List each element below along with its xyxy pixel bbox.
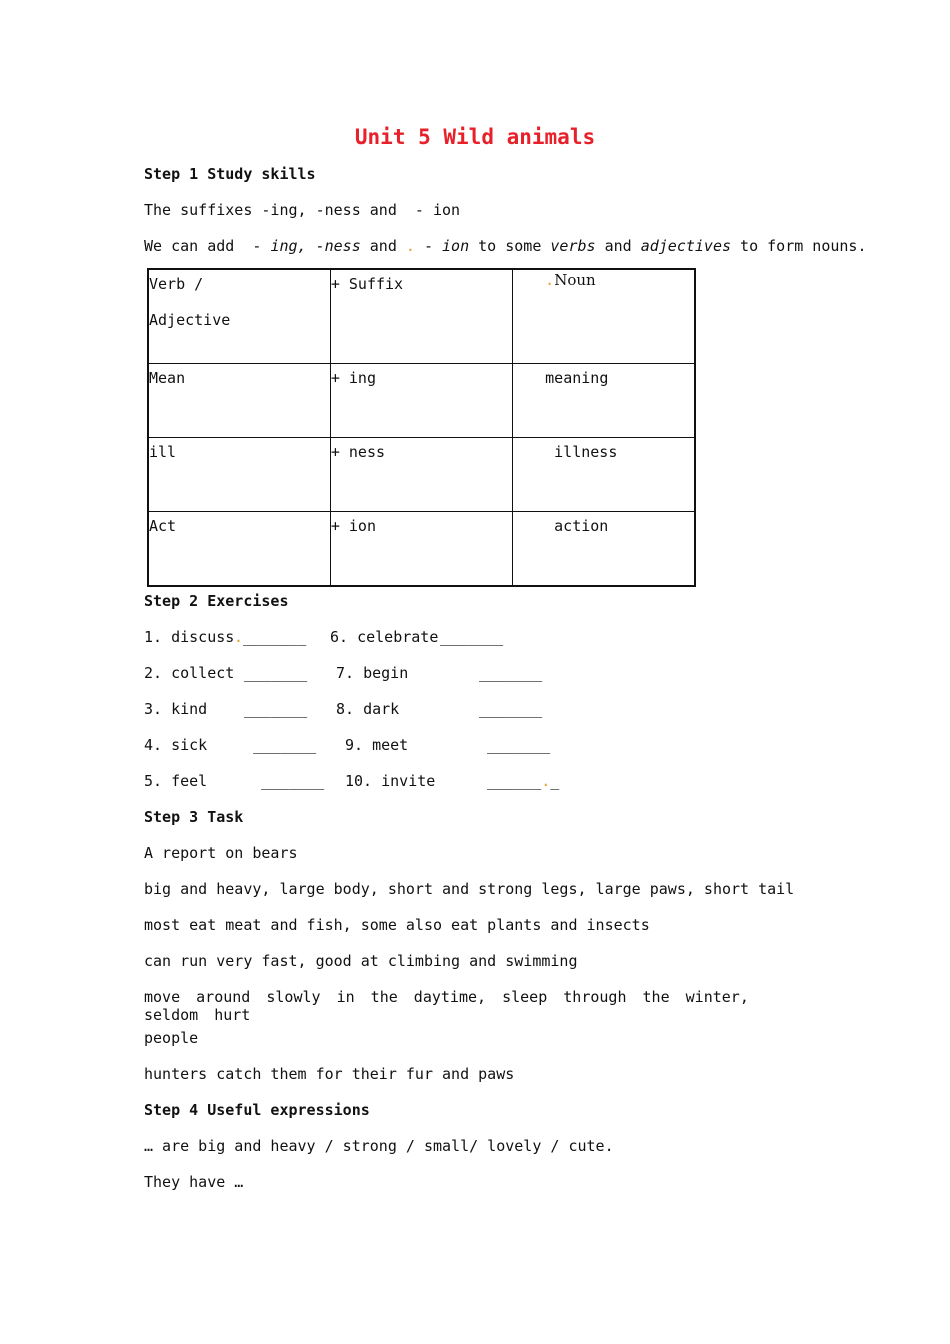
- base-cell: [148, 363, 330, 437]
- header-cell-verb: [148, 269, 330, 363]
- suffix-text: + ness: [330, 443, 386, 462]
- noun-cell: [513, 363, 695, 437]
- task-line: A report on bears: [144, 844, 298, 862]
- task-line: people: [144, 1029, 199, 1047]
- rule-text: and: [360, 237, 406, 255]
- step1-rule-line: [144, 237, 867, 255]
- base-word: Mean: [149, 368, 186, 387]
- exercise-blank[interactable]: _______: [440, 628, 504, 646]
- suffix-cell: [330, 438, 512, 512]
- expression-line: They have …: [144, 1173, 244, 1191]
- exercise-blank[interactable]: _______: [479, 664, 543, 682]
- exercise-item: 6. celebrate: [330, 628, 439, 646]
- blank-line-end: _: [550, 772, 560, 790]
- table-row: [148, 363, 695, 437]
- task-line: hunters catch them for their fur and paws: [144, 1065, 515, 1083]
- rule-text: -: [414, 237, 443, 255]
- exercise-item: 1. discuss: [144, 628, 235, 646]
- marker-dot: .: [234, 628, 244, 646]
- base-cell: [148, 438, 330, 512]
- blank-line: _______: [243, 628, 307, 646]
- base-cell: [148, 512, 330, 586]
- header-verb-label: Verb /: [149, 275, 204, 293]
- step4-heading: Step 4 Useful expressions: [144, 1101, 370, 1119]
- exercise-item: 4. sick: [144, 736, 208, 754]
- exercise-blank[interactable]: _______: [244, 664, 308, 682]
- rule-suffix-italic: ing, -ness: [270, 237, 361, 255]
- step1-heading: Step 1 Study skills: [144, 165, 316, 183]
- rule-text: and: [595, 237, 641, 255]
- suffix-text: + ion: [330, 517, 376, 536]
- exercise-item: 5. feel: [144, 772, 208, 790]
- suffix-cell: [330, 512, 512, 586]
- header-adjective-label: Adjective: [149, 311, 231, 329]
- marker-dot: .: [405, 237, 415, 255]
- noun-cell: [513, 512, 695, 586]
- exercise-item: 2. collect: [144, 664, 235, 682]
- noun-cell: [513, 438, 695, 512]
- exercise-blank[interactable]: _______: [261, 772, 325, 790]
- task-line: big and heavy, large body, short and strong legs, large paws, short tail: [144, 880, 795, 898]
- header-cell-suffix: [330, 269, 512, 363]
- table-row: [148, 512, 695, 586]
- step2-heading: Step 2 Exercises: [144, 592, 289, 610]
- marker-dot: .: [545, 271, 555, 289]
- exercise-blank[interactable]: _______: [244, 700, 308, 718]
- exercise-blank[interactable]: [234, 628, 306, 646]
- header-cell-noun: [513, 269, 695, 363]
- rule-text: to some: [469, 237, 551, 255]
- base-word: Act: [149, 517, 177, 536]
- marker-dot: .: [541, 772, 551, 790]
- expression-line: … are big and heavy / strong / small/ lovely / cute.: [144, 1137, 614, 1155]
- exercise-item: 3. kind: [144, 700, 208, 718]
- noun-word: meaning: [545, 368, 609, 387]
- table-row: [148, 438, 695, 512]
- rule-adjectives-italic: adjectives: [640, 237, 732, 255]
- suffix-cell: [330, 363, 512, 437]
- step1-intro-line: The suffixes -ing, -ness and - ion: [144, 201, 461, 219]
- task-line: can run very fast, good at climbing and swimming: [144, 952, 578, 970]
- suffix-text: + ing: [330, 368, 376, 387]
- rule-text: to form nouns.: [731, 237, 867, 255]
- header-suffix-label: + Suffix: [330, 275, 404, 293]
- task-line: move around slowly in the daytime, sleep through the winter, seldom hurt: [144, 988, 749, 1024]
- exercise-item: 8. dark: [336, 700, 400, 718]
- task-line: most eat meat and fish, some also eat plants and insects: [144, 916, 650, 934]
- table-header-row: [148, 269, 695, 363]
- noun-word: action: [554, 517, 609, 536]
- rule-suffix-italic: ion: [442, 237, 470, 255]
- exercise-item: 7. begin: [336, 664, 409, 682]
- step3-heading: Step 3 Task: [144, 808, 244, 826]
- base-word: ill: [149, 443, 177, 462]
- exercise-blank[interactable]: _______: [487, 736, 551, 754]
- blank-line: ______: [487, 772, 542, 790]
- exercise-blank[interactable]: _______: [253, 736, 317, 754]
- exercise-blank[interactable]: _______: [479, 700, 543, 718]
- noun-word: illness: [554, 443, 618, 462]
- exercise-blank[interactable]: [487, 772, 559, 790]
- rule-verbs-italic: verbs: [550, 237, 596, 255]
- exercise-item: 9. meet: [345, 736, 409, 754]
- page-title: Unit 5 Wild animals: [354, 125, 596, 149]
- header-noun-label: Noun: [554, 271, 596, 289]
- exercise-item: 10. invite: [345, 772, 436, 790]
- rule-text: We can add -: [144, 237, 271, 255]
- suffix-table: [147, 268, 696, 587]
